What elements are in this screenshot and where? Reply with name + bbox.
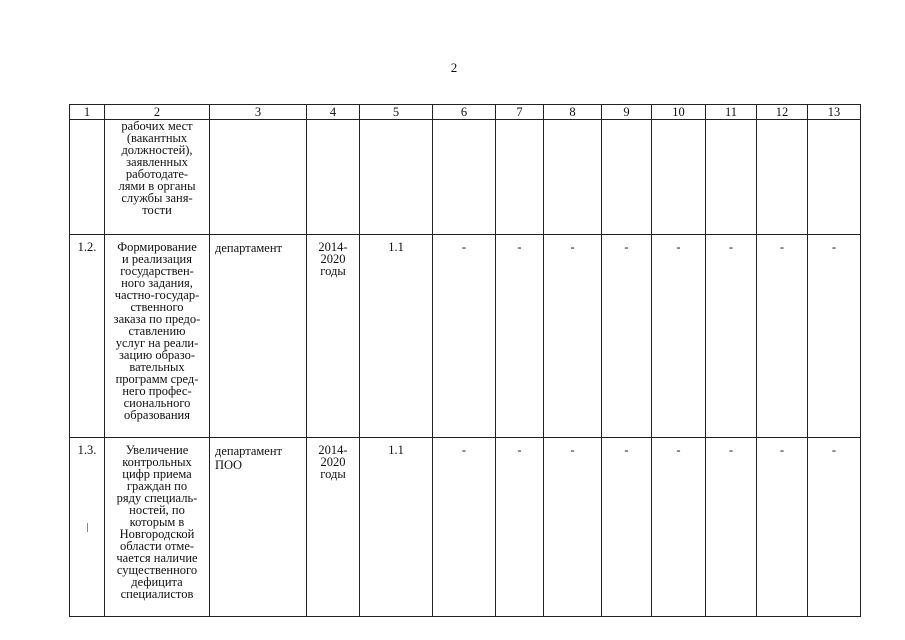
table-row-continuation [70, 120, 861, 235]
value-col-8: - [544, 438, 602, 617]
header-col-1: 1 [70, 105, 105, 120]
years: 2014- 2020 годы [307, 235, 360, 438]
header-col-7: 7 [496, 105, 544, 120]
value-col-13: - [808, 235, 861, 438]
value-col-13: - [808, 438, 861, 617]
value-col-6: - [433, 438, 496, 617]
value-col-11: - [706, 438, 757, 617]
header-col-11: 11 [706, 105, 757, 120]
value-col-8: - [544, 235, 602, 438]
row-number: 1.2. [70, 235, 105, 438]
header-col-6: 6 [433, 105, 496, 120]
header-col-5: 5 [360, 105, 433, 120]
years [307, 120, 360, 235]
header-col-13: 13 [808, 105, 861, 120]
value-col-7: - [496, 235, 544, 438]
value-col-10 [652, 120, 706, 235]
measure-name: Увеличение контрольных цифр приема граждан по ряду специаль- ностей, по которым в Новгородской области отме- чается наличие существенного дефицита специалистов [105, 438, 210, 617]
header-row [70, 105, 861, 120]
table-row-1-2 [70, 235, 861, 438]
page-number: 2 [450, 60, 458, 75]
value-col-9: - [602, 438, 652, 617]
value-col-13 [808, 120, 861, 235]
scan-artifact [87, 523, 88, 532]
measure-name: Формирование и реализация государствен- ного задания, частно-государ- ственного заказа по предо- ставлению услуг на реали- зацию образо- вательных программ сред- него профес- сионального образования [105, 235, 210, 438]
header-col-2: 2 [105, 105, 210, 120]
value-col-12: - [757, 235, 808, 438]
header-col-8: 8 [544, 105, 602, 120]
value-col-11: - [706, 235, 757, 438]
value-col-6 [433, 120, 496, 235]
value-col-8 [544, 120, 602, 235]
row-number: 1.3. [70, 438, 105, 617]
plan-table [69, 104, 861, 617]
target-code [360, 120, 433, 235]
value-col-12: - [757, 438, 808, 617]
responsible: департамент ПОО [210, 438, 307, 617]
target-code: 1.1 [360, 235, 433, 438]
value-col-6: - [433, 235, 496, 438]
header-col-10: 10 [652, 105, 706, 120]
target-code: 1.1 [360, 438, 433, 617]
years: 2014- 2020 годы [307, 438, 360, 617]
table-row-1-3 [70, 438, 861, 617]
header-col-9: 9 [602, 105, 652, 120]
header-col-4: 4 [307, 105, 360, 120]
value-col-9: - [602, 235, 652, 438]
value-col-7: - [496, 438, 544, 617]
measure-name: рабочих мест (вакантных должностей), заявленных работодате- лями в органы службы заня- тости [105, 120, 210, 235]
value-col-10: - [652, 235, 706, 438]
header-col-3: 3 [210, 105, 307, 120]
value-col-11 [706, 120, 757, 235]
value-col-10: - [652, 438, 706, 617]
responsible [210, 120, 307, 235]
responsible: департамент [210, 235, 307, 438]
value-col-9 [602, 120, 652, 235]
value-col-12 [757, 120, 808, 235]
row-number [70, 120, 105, 235]
value-col-7 [496, 120, 544, 235]
header-col-12: 12 [757, 105, 808, 120]
